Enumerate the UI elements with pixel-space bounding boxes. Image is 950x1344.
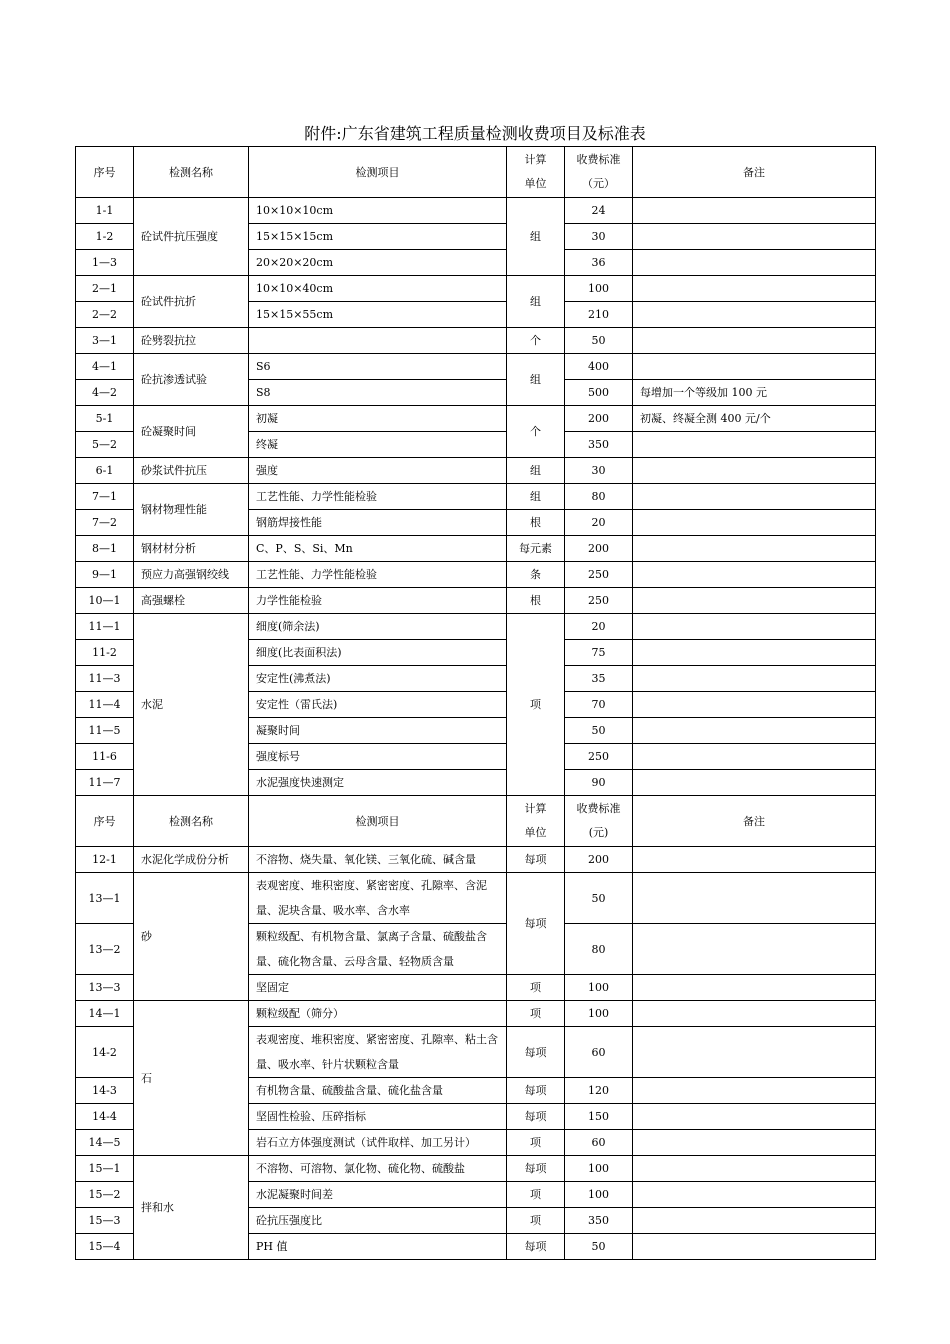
cell-item: 凝聚时间 (249, 718, 507, 744)
cell-item: 初凝 (249, 406, 507, 432)
cell-unit: 根 (507, 510, 565, 536)
header-name: 检测名称 (134, 796, 249, 847)
cell-item: 力学性能检验 (249, 588, 507, 614)
cell-unit: 项 (507, 1208, 565, 1234)
cell-unit: 组 (507, 198, 565, 276)
cell-fee: 70 (565, 692, 633, 718)
cell-remark: 初凝、终凝全测 400 元/个 (633, 406, 876, 432)
cell-fee: 400 (565, 354, 633, 380)
cell-unit: 每项 (507, 847, 565, 873)
cell-name: 砂浆试件抗压 (134, 458, 249, 484)
cell-fee: 50 (565, 873, 633, 924)
cell-fee: 60 (565, 1027, 633, 1078)
cell-item: 10×10×40cm (249, 276, 507, 302)
cell-seq: 1-1 (76, 198, 134, 224)
cell-remark (633, 718, 876, 744)
cell-name: 砼试件抗压强度 (134, 198, 249, 276)
cell-fee: 100 (565, 1001, 633, 1027)
cell-unit: 每项 (507, 873, 565, 975)
cell-remark: 每增加一个等级加 100 元 (633, 380, 876, 406)
cell-fee: 120 (565, 1078, 633, 1104)
cell-remark (633, 1208, 876, 1234)
cell-seq: 8—1 (76, 536, 134, 562)
cell-seq: 2—1 (76, 276, 134, 302)
table-row (76, 1001, 876, 1027)
cell-unit: 条 (507, 562, 565, 588)
cell-item: 颗粒级配、有机物含量、氯离子含量、硫酸盐含量、硫化物含量、云母含量、轻物质含量 (249, 924, 507, 975)
cell-name: 砼劈裂抗拉 (134, 328, 249, 354)
cell-item: 表观密度、堆积密度、紧密密度、孔隙率、粘土含量、吸水率、针片状颗粒含量 (249, 1027, 507, 1078)
cell-fee: 50 (565, 718, 633, 744)
cell-fee: 200 (565, 406, 633, 432)
cell-remark (633, 1234, 876, 1260)
cell-unit: 项 (507, 1182, 565, 1208)
cell-remark (633, 1182, 876, 1208)
cell-seq: 2—2 (76, 302, 134, 328)
table-row (76, 484, 876, 510)
cell-seq: 11-2 (76, 640, 134, 666)
cell-remark (633, 666, 876, 692)
cell-seq: 10—1 (76, 588, 134, 614)
cell-fee: 200 (565, 847, 633, 873)
cell-remark (633, 588, 876, 614)
cell-name: 水泥化学成份分析 (134, 847, 249, 873)
cell-seq: 14-4 (76, 1104, 134, 1130)
cell-remark (633, 1130, 876, 1156)
table-row (76, 406, 876, 432)
cell-item: C、P、S、Si、Mn (249, 536, 507, 562)
cell-remark (633, 328, 876, 354)
cell-name: 水泥 (134, 614, 249, 796)
cell-item: 钢筋焊接性能 (249, 510, 507, 536)
cell-seq: 11—3 (76, 666, 134, 692)
cell-fee: 75 (565, 640, 633, 666)
cell-remark (633, 198, 876, 224)
cell-name: 石 (134, 1001, 249, 1156)
fee-standard-table (75, 146, 876, 1260)
header-unit-line1: 计算 (524, 153, 547, 166)
cell-item: S6 (249, 354, 507, 380)
table-header-row (76, 796, 876, 847)
cell-unit: 组 (507, 458, 565, 484)
cell-fee: 50 (565, 1234, 633, 1260)
cell-seq: 12-1 (76, 847, 134, 873)
cell-seq: 5—2 (76, 432, 134, 458)
cell-seq: 13—3 (76, 975, 134, 1001)
cell-fee: 200 (565, 536, 633, 562)
cell-fee: 30 (565, 458, 633, 484)
cell-name: 拌和水 (134, 1156, 249, 1260)
cell-seq: 4—1 (76, 354, 134, 380)
table-row (76, 588, 876, 614)
cell-fee: 350 (565, 432, 633, 458)
cell-fee: 350 (565, 1208, 633, 1234)
cell-item: 水泥强度快速测定 (249, 770, 507, 796)
cell-fee: 50 (565, 328, 633, 354)
cell-unit: 每项 (507, 1234, 565, 1260)
cell-unit: 个 (507, 328, 565, 354)
cell-seq: 5-1 (76, 406, 134, 432)
cell-remark (633, 354, 876, 380)
cell-name: 砼抗渗透试验 (134, 354, 249, 406)
cell-fee: 20 (565, 614, 633, 640)
header-fee-line2: （元） (582, 177, 615, 190)
header-unit (507, 796, 565, 847)
cell-seq: 11—5 (76, 718, 134, 744)
header-unit (507, 147, 565, 198)
cell-seq: 13—2 (76, 924, 134, 975)
cell-fee: 250 (565, 562, 633, 588)
table-row (76, 536, 876, 562)
document-title: 附件:广东省建筑工程质量检测收费项目及标准表 (304, 124, 646, 143)
cell-fee: 150 (565, 1104, 633, 1130)
cell-seq: 11-6 (76, 744, 134, 770)
cell-fee: 500 (565, 380, 633, 406)
header-fee (565, 796, 633, 847)
cell-item: 工艺性能、力学性能检验 (249, 484, 507, 510)
cell-fee: 250 (565, 588, 633, 614)
cell-fee: 24 (565, 198, 633, 224)
cell-fee: 36 (565, 250, 633, 276)
cell-remark (633, 276, 876, 302)
cell-item: 水泥凝聚时间差 (249, 1182, 507, 1208)
cell-remark (633, 924, 876, 975)
cell-item: 坚固性检验、压碎指标 (249, 1104, 507, 1130)
cell-seq: 4—2 (76, 380, 134, 406)
cell-seq: 11—1 (76, 614, 134, 640)
header-fee-line2: (元) (588, 826, 609, 839)
cell-remark (633, 562, 876, 588)
cell-seq: 14-3 (76, 1078, 134, 1104)
cell-fee: 60 (565, 1130, 633, 1156)
table-row (76, 276, 876, 302)
cell-item: 表观密度、堆积密度、紧密密度、孔隙率、含泥量、泥块含量、吸水率、含水率 (249, 873, 507, 924)
cell-unit: 每项 (507, 1078, 565, 1104)
cell-remark (633, 614, 876, 640)
cell-item: PH 值 (249, 1234, 507, 1260)
cell-fee: 100 (565, 975, 633, 1001)
header-unit-line2: 单位 (524, 177, 547, 190)
cell-remark (633, 1027, 876, 1078)
cell-unit: 项 (507, 1130, 565, 1156)
header-unit-line1: 计算 (524, 802, 547, 815)
cell-remark (633, 302, 876, 328)
cell-item: 安定性（雷氏法) (249, 692, 507, 718)
cell-fee: 80 (565, 484, 633, 510)
cell-name: 高强螺栓 (134, 588, 249, 614)
cell-remark (633, 250, 876, 276)
cell-item: S8 (249, 380, 507, 406)
header-seq: 序号 (76, 796, 134, 847)
cell-remark (633, 1104, 876, 1130)
table-row (76, 458, 876, 484)
cell-name: 钢材材分析 (134, 536, 249, 562)
table-row (76, 847, 876, 873)
cell-unit: 每项 (507, 1104, 565, 1130)
cell-seq: 11—4 (76, 692, 134, 718)
header-remark: 备注 (633, 147, 876, 198)
cell-fee: 30 (565, 224, 633, 250)
cell-unit: 每元素 (507, 536, 565, 562)
table-row (76, 873, 876, 924)
cell-item: 不溶物、可溶物、氯化物、硫化物、硫酸盐 (249, 1156, 507, 1182)
cell-seq: 6-1 (76, 458, 134, 484)
cell-remark (633, 458, 876, 484)
cell-item: 15×15×15cm (249, 224, 507, 250)
cell-fee: 100 (565, 1182, 633, 1208)
cell-item: 细度(比表面积法) (249, 640, 507, 666)
cell-item (249, 328, 507, 354)
cell-remark (633, 770, 876, 796)
cell-seq: 14—1 (76, 1001, 134, 1027)
cell-name: 钢材物理性能 (134, 484, 249, 536)
header-fee-line1: 收费标准 (576, 802, 621, 815)
cell-unit: 组 (507, 276, 565, 328)
cell-item: 20×20×20cm (249, 250, 507, 276)
cell-item: 10×10×10cm (249, 198, 507, 224)
cell-remark (633, 432, 876, 458)
cell-name: 砂 (134, 873, 249, 1001)
cell-fee: 100 (565, 276, 633, 302)
cell-remark (633, 484, 876, 510)
header-name: 检测名称 (134, 147, 249, 198)
cell-remark (633, 1001, 876, 1027)
cell-seq: 15—3 (76, 1208, 134, 1234)
cell-name: 砼试件抗折 (134, 276, 249, 328)
cell-unit: 组 (507, 484, 565, 510)
cell-remark (633, 640, 876, 666)
cell-seq: 1-2 (76, 224, 134, 250)
cell-item: 安定性(沸煮法) (249, 666, 507, 692)
cell-unit: 每项 (507, 1156, 565, 1182)
cell-seq: 7—2 (76, 510, 134, 536)
cell-item: 岩石立方体强度测试（试件取样、加工另计） (249, 1130, 507, 1156)
cell-unit: 每项 (507, 1027, 565, 1078)
cell-remark (633, 873, 876, 924)
cell-item: 颗粒级配（筛分） (249, 1001, 507, 1027)
cell-fee: 250 (565, 744, 633, 770)
cell-unit: 组 (507, 354, 565, 406)
cell-seq: 14-2 (76, 1027, 134, 1078)
cell-fee: 90 (565, 770, 633, 796)
header-remark: 备注 (633, 796, 876, 847)
cell-seq: 14—5 (76, 1130, 134, 1156)
cell-remark (633, 744, 876, 770)
cell-fee: 35 (565, 666, 633, 692)
header-item: 检测项目 (249, 147, 507, 198)
header-unit-line2: 单位 (524, 826, 547, 839)
header-seq: 序号 (76, 147, 134, 198)
cell-item: 强度标号 (249, 744, 507, 770)
cell-seq: 13—1 (76, 873, 134, 924)
cell-name: 砼凝聚时间 (134, 406, 249, 458)
cell-seq: 3—1 (76, 328, 134, 354)
cell-item: 工艺性能、力学性能检验 (249, 562, 507, 588)
cell-remark (633, 224, 876, 250)
table-row (76, 198, 876, 224)
header-item: 检测项目 (249, 796, 507, 847)
cell-unit: 根 (507, 588, 565, 614)
cell-remark (633, 975, 876, 1001)
cell-seq: 15—1 (76, 1156, 134, 1182)
cell-fee: 20 (565, 510, 633, 536)
cell-seq: 15—4 (76, 1234, 134, 1260)
cell-seq: 7—1 (76, 484, 134, 510)
cell-item: 细度(筛余法) (249, 614, 507, 640)
table-header-row (76, 147, 876, 198)
cell-unit: 项 (507, 1001, 565, 1027)
cell-item: 强度 (249, 458, 507, 484)
cell-remark (633, 510, 876, 536)
cell-item: 坚固定 (249, 975, 507, 1001)
cell-fee: 80 (565, 924, 633, 975)
cell-fee: 210 (565, 302, 633, 328)
header-fee (565, 147, 633, 198)
cell-remark (633, 536, 876, 562)
cell-seq: 11—7 (76, 770, 134, 796)
cell-seq: 1—3 (76, 250, 134, 276)
cell-remark (633, 692, 876, 718)
table-row (76, 328, 876, 354)
cell-fee: 100 (565, 1156, 633, 1182)
table-row (76, 354, 876, 380)
cell-name: 预应力高强钢绞线 (134, 562, 249, 588)
cell-remark (633, 1078, 876, 1104)
cell-remark (633, 847, 876, 873)
header-fee-line1: 收费标准 (576, 153, 621, 166)
cell-item: 不溶物、烧失量、氧化镁、三氧化硫、碱含量 (249, 847, 507, 873)
cell-item: 终凝 (249, 432, 507, 458)
cell-remark (633, 1156, 876, 1182)
table-row (76, 562, 876, 588)
cell-item: 砼抗压强度比 (249, 1208, 507, 1234)
cell-item: 有机物含量、硫酸盐含量、硫化盐含量 (249, 1078, 507, 1104)
cell-seq: 9—1 (76, 562, 134, 588)
cell-unit: 项 (507, 975, 565, 1001)
table-row (76, 614, 876, 640)
cell-item: 15×15×55cm (249, 302, 507, 328)
cell-seq: 15—2 (76, 1182, 134, 1208)
table-row (76, 1156, 876, 1182)
cell-unit: 个 (507, 406, 565, 458)
cell-unit: 项 (507, 614, 565, 796)
